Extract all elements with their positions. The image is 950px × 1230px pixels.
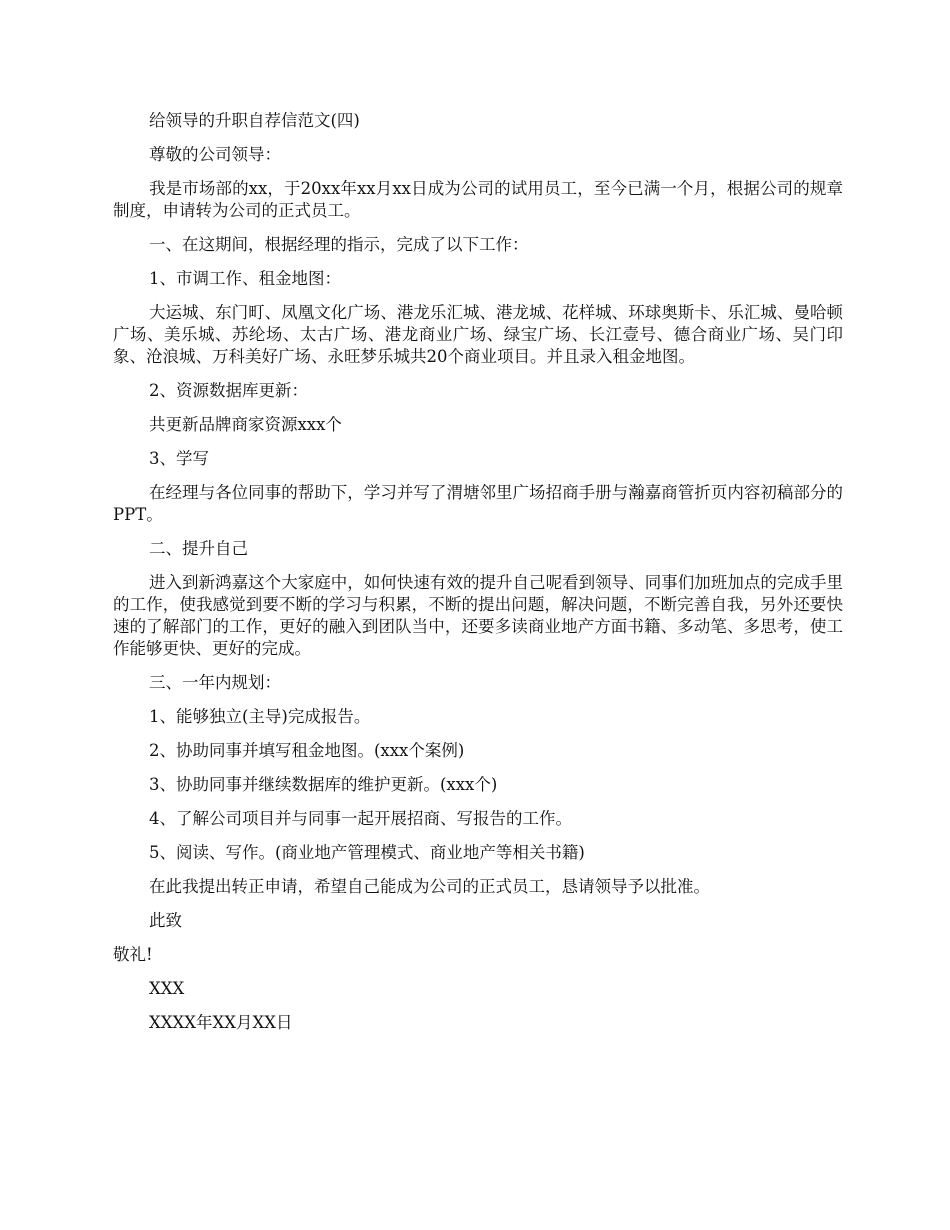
date: XXXX年XX月XX日 (149, 1013, 293, 1032)
document-page (113, 110, 843, 1046)
section-heading-work: 一、在这期间，根据经理的指示，完成了以下工作： (149, 235, 529, 254)
paragraph-intro: 我是市场部的xx，于20xx年xx月xx日成为公司的试用员工，至今已满一个月，根据公司的规章制度，申请转为公司的正式员工。 (113, 179, 843, 220)
list-item: 3、协助同事并继续数据库的维护更新。(xxx个) (149, 775, 498, 794)
section-heading-improve: 二、提升自己 (149, 539, 248, 558)
regards: 敬礼! (113, 945, 153, 964)
list-item: 2、协助同事并填写租金地图。(xxx个案例) (149, 741, 465, 760)
list-item: 5、阅读、写作。(商业地产管理模式、商业地产等相关书籍) (149, 843, 585, 862)
paragraph-database: 共更新品牌商家资源xxx个 (149, 415, 342, 434)
section-heading-plan: 三、一年内规划： (149, 673, 281, 692)
list-item: 3、学写 (149, 449, 209, 468)
list-item: 2、资源数据库更新： (149, 381, 308, 400)
paragraph-writing: 在经理与各位同事的帮助下，学习并写了渭塘邻里广场招商手册与瀚嘉商管折页内容初稿部分的PPT。 (113, 483, 843, 524)
paragraph-improve: 进入到新鸿嘉这个大家庭中，如何快速有效的提升自己呢看到领导、同事们加班加点的完成手里的工作，使我感觉到要不断的学习与积累，不断的提出问题，解决问题，不断完善自我，另外还要快速的了解部门的工作，更好的融入到团队当中，还要多读商业地产方面书籍、多动笔、多思考，使工作能够更快、更好的完成。 (113, 573, 843, 658)
signature: XXX (149, 979, 185, 998)
closing: 此致 (149, 911, 182, 930)
salutation: 尊敬的公司领导： (149, 145, 281, 164)
document-title: 给领导的升职自荐信范文(四) (149, 111, 360, 130)
list-item: 1、能够独立(主导)完成报告。 (149, 707, 371, 726)
list-item: 4、了解公司项目并与同事一起开展招商、写报告的工作。 (149, 809, 572, 828)
list-item: 1、市调工作、租金地图： (149, 269, 341, 288)
paragraph-projects: 大运城、东门町、凤凰文化广场、港龙乐汇城、港龙城、花样城、环球奥斯卡、乐汇城、曼哈顿广场、美乐城、苏纶场、太古广场、港龙商业广场、绿宝广场、长江壹号、德合商业广场、吴门印象、沧浪城、万科美好广场、永旺梦乐城共20个商业项目。并且录入租金地图。 (113, 303, 843, 366)
paragraph-request: 在此我提出转正申请，希望自己能成为公司的正式员工，恳请领导予以批准。 (149, 877, 710, 896)
